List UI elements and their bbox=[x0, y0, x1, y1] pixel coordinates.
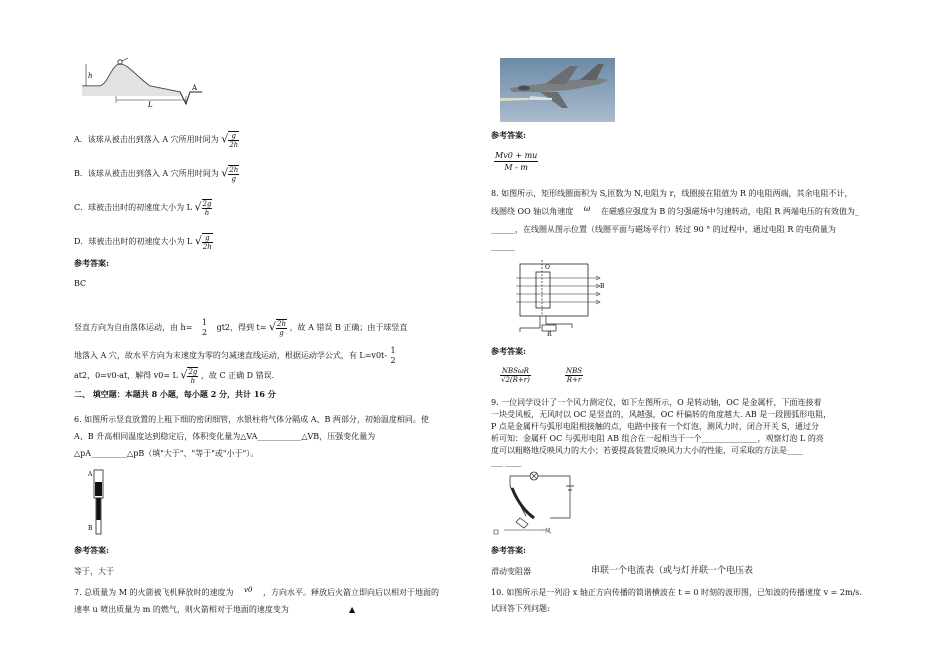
tube-label-a: A bbox=[88, 471, 93, 478]
wind-label: 风 bbox=[545, 528, 552, 535]
ref-answer-title-7: 参考答案: bbox=[491, 130, 526, 140]
mercury-tube-figure bbox=[86, 466, 116, 538]
ref-answer-8-formula-2: $\frac{\text{NBS}}{R+r}$ bbox=[566, 367, 583, 384]
q6-line-2: A、B 升高相同温度达到稳定后，体积变化量为△VA___________△VB，压强变化量为 bbox=[74, 432, 376, 441]
ref-answer-title-9: 参考答案: bbox=[491, 545, 526, 555]
coil-label-b: B bbox=[600, 283, 605, 290]
coil-label-o: O bbox=[545, 264, 550, 271]
sqrt-formula: √ $\frac{2g}{h}$ bbox=[194, 200, 212, 217]
q10-line-1: 10. 如图所示是一列沿 x 轴正方向传播的简谐横波在 t = 0 时刻的波形图，已知波的传播速度 v = 2m/s. bbox=[491, 588, 862, 597]
q9-line-5: 度可以粗略地反映风力的大小；若要提高装置反映风力大小的性能，可采取的方法是____ bbox=[491, 446, 803, 455]
q7-line-2: 速率 u 喷出质量为 m 的燃气，则火箭相对于地面的速度变为 bbox=[74, 605, 289, 614]
ref-answer-7-formula: $\frac{Mv0 + mu}{M - m}$ bbox=[495, 151, 538, 172]
ref-answer-title-6: 参考答案: bbox=[74, 545, 109, 555]
rotating-coil-figure bbox=[512, 258, 607, 336]
q8-line-4: ______ bbox=[491, 242, 515, 251]
explanation-line-2: 地落入 A 穴，故水平方向为末速度为零的匀减速直线运动，根据运动学公式，有 L=v0t- 1 2 bbox=[74, 346, 396, 365]
fighter-jet-photo bbox=[500, 58, 615, 122]
q9-line-6: ___ ____ bbox=[491, 458, 522, 467]
option-b: B．该球从被击出到落入 A 穴所用时间为 √ $\frac{2h}{g}$ bbox=[74, 166, 239, 183]
golf-terrain-figure bbox=[80, 56, 210, 111]
ref-answer-8-formula-1: $\frac{\text{NBSωR}}{√2(R+r)}$ bbox=[501, 367, 530, 384]
tube-label-b: B bbox=[88, 525, 93, 532]
q10-line-2: 试回答下列问题: bbox=[491, 604, 550, 613]
golf-label-A: A bbox=[192, 84, 198, 92]
q6-line-1: 6. 如图所示竖直放置的上粗下细的密闭细管，水银柱将气体分隔成 A、B 两部分，初始温度相同。使 bbox=[74, 415, 429, 424]
q7-line-1: 7. 总质量为 M 的火箭被飞机释放时的速度为 v0 ，方向水平。释放后火箭立即向后以相对于地面的 bbox=[74, 586, 439, 597]
q8-line-2: 线圈绕 OO 轴以角速度 ω 在磁感应强度为 B 的匀强磁场中匀速转动，电阻 R 两端电压的有效值为_ bbox=[491, 204, 859, 216]
answer-placeholder-mark: ▲ bbox=[349, 605, 356, 614]
ref-answer-6: 等于，大于 bbox=[74, 567, 114, 576]
sqrt-formula: √ $\frac{2h}{g}$ bbox=[221, 166, 239, 183]
option-a: A．该球从被击出到落入 A 穴所用时间为 √ $\frac{g}{2h}$ bbox=[74, 132, 239, 149]
sqrt-formula: √ $\frac{g}{2h}$ bbox=[221, 132, 239, 149]
explanation-line-3: at2，0=v0-at，解得 v0= L √ $\frac{2g}{h}$ ，故 C 正确 D 错误． bbox=[74, 368, 280, 385]
q9-line-4: 析可知：金属杆 OC 与弧形电阻 AB 组合在一起相当于一个______________，观察灯泡 L 的亮 bbox=[491, 434, 824, 443]
golf-label-L: L bbox=[148, 101, 153, 109]
explanation-line-1: 竖直方向为自由落体运动，由 h= 1 2 gt2，得到 t= √ $\frac{2h}{g}$ ，故 A 错误 B 正确；由于球竖直 bbox=[74, 318, 408, 337]
q9-line-2: 一块受风板，无风时以 OC 是竖直的，风越强，OC 杆偏转的角度越大. AB 是一段圆弧形电阻， bbox=[491, 410, 832, 419]
section-heading-fill-in: 二、 填空题：本题共 8 小题，每小题 2 分，共计 16 分 bbox=[74, 389, 276, 399]
q8-line-1: 8. 如图所示，矩形线圈面积为 S,匝数为 N,电阻为 r，线圈接在阻值为 R 的电阻两端，其余电阻不计， bbox=[491, 189, 853, 198]
option-c: C．球被击出时的初速度大小为 L √ $\frac{2g}{h}$ bbox=[74, 200, 212, 217]
ref-answer-title-8: 参考答案: bbox=[491, 346, 526, 356]
q8-line-3: ______，在线圈从图示位置（线圈平面与磁场平行）转过 90 ° 的过程中，通过电阻 R 的电荷量为 bbox=[491, 225, 836, 234]
coil-label-r: R bbox=[547, 331, 552, 336]
wind-meter-figure bbox=[490, 468, 585, 540]
ref-answer-title-1: 参考答案: bbox=[74, 258, 109, 268]
q9-line-1: 9. 一位同学设计了一个风力测定仪，如下左图所示，O 是转动轴，OC 是金属杆，下面连接着 bbox=[491, 398, 822, 407]
option-d: D．球被击出时的初速度大小为 L √ $\frac{g}{2h}$ bbox=[74, 234, 212, 251]
q9-line-3: P 点是金属杆与弧形电阻相接触的点，电路中接有一个灯泡，测风力时，闭合开关 S，通过分 bbox=[491, 422, 819, 431]
golf-label-h: h bbox=[88, 72, 93, 80]
sqrt-formula: √ $\frac{g}{2h}$ bbox=[194, 234, 212, 251]
ref-answer-9b: 串联一个电流表（或与灯并联一个电压表 bbox=[591, 566, 754, 576]
ref-answer-9a: 滑动变阻器 bbox=[491, 567, 531, 576]
ref-answer-1: BC bbox=[74, 279, 87, 288]
q6-line-3: △pA_________△pB（填"大于"、"等于"或"小于"）。 bbox=[74, 449, 259, 458]
